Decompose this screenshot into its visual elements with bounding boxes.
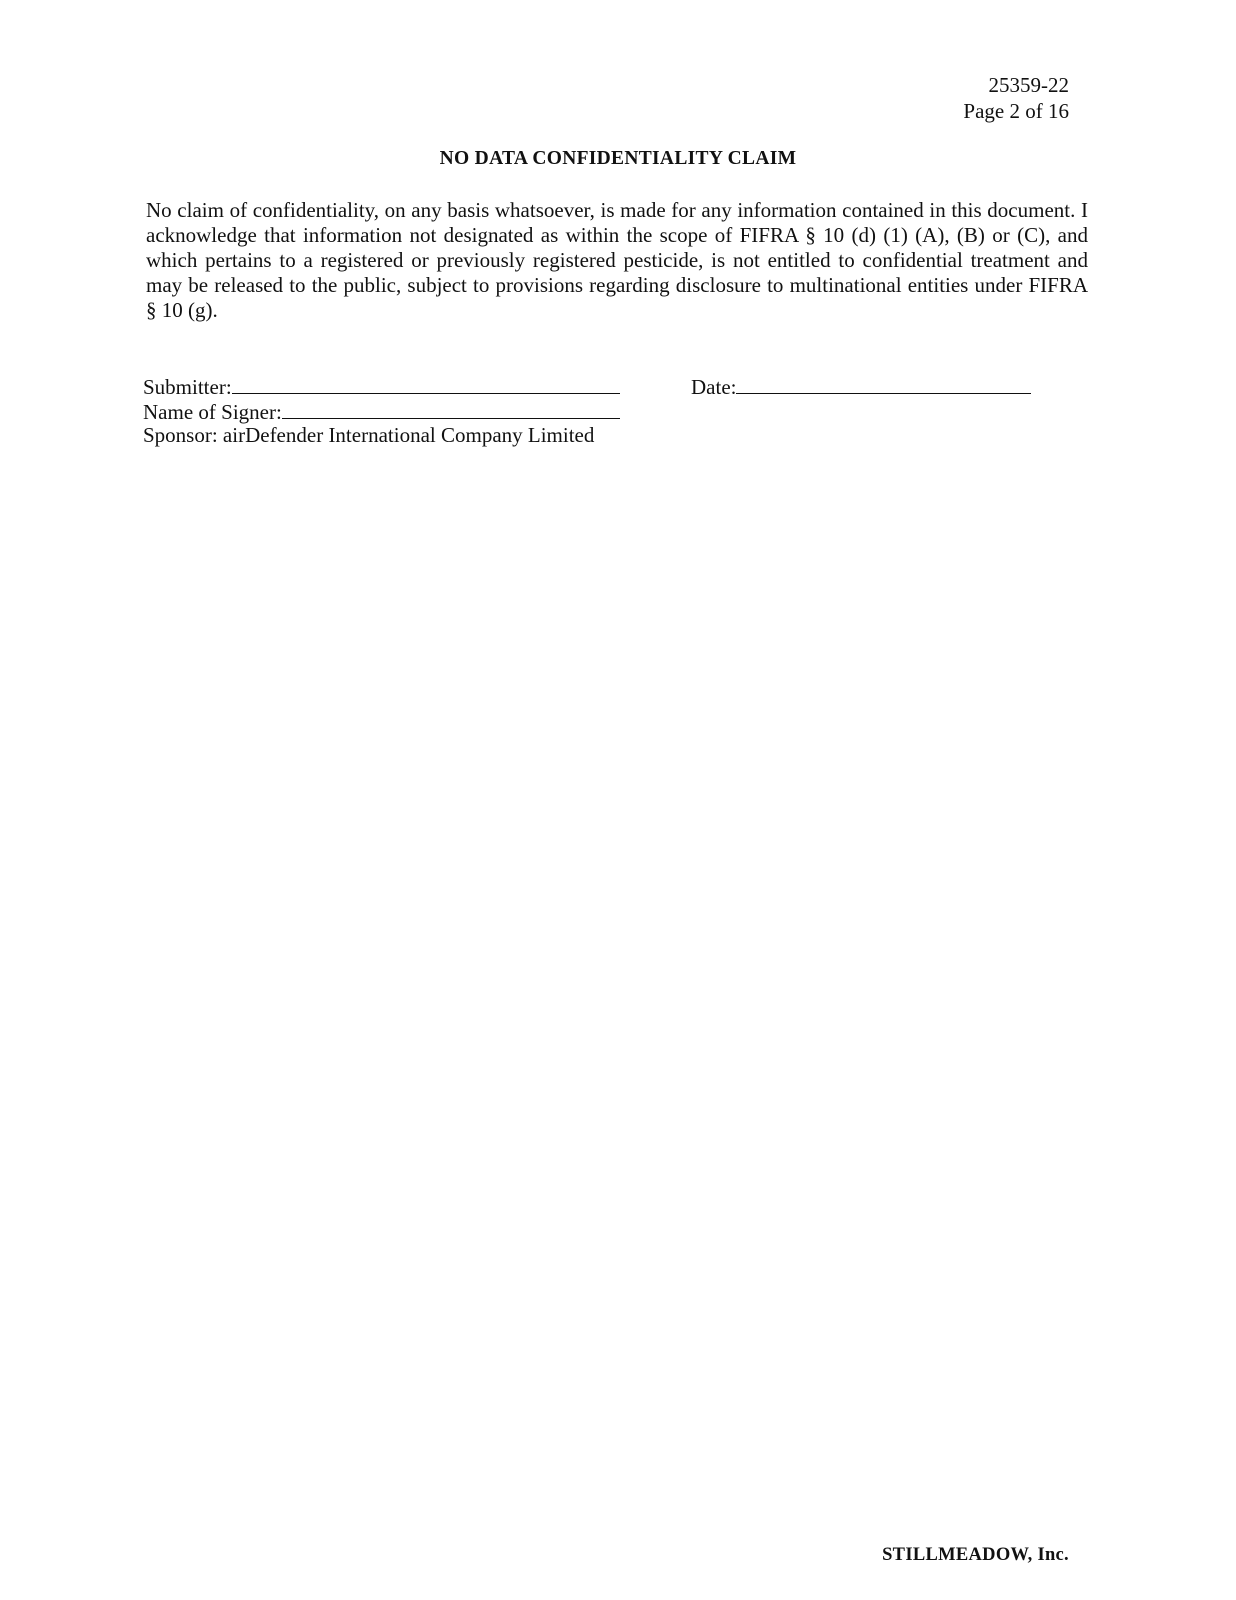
signer-label: Name of Signer: (143, 400, 282, 424)
signer-line (143, 398, 620, 425)
signer-name-blank (282, 398, 620, 419)
date-line (691, 373, 1031, 400)
sponsor-line: Sponsor: airDefender International Company Limited (143, 423, 595, 447)
submitter-label: Submitter: (143, 375, 232, 399)
date-blank (736, 373, 1031, 394)
submitter-line (143, 373, 620, 400)
submitter-signature-blank (232, 373, 620, 394)
footer-company: STILLMEADOW, Inc. (882, 1545, 1069, 1565)
date-label: Date: (691, 375, 737, 399)
page-header (963, 72, 1069, 124)
report-number: 25359-22 (988, 73, 1069, 97)
page-title: NO DATA CONFIDENTIALITY CLAIM (439, 148, 797, 169)
page-number: Page 2 of 16 (963, 99, 1069, 123)
confidentiality-statement: No claim of confidentiality, on any basis whatsoever, is made for any information contained in this document. I acknowledge that information not designated as within the scope of FIFRA § 10 (d) (1) (A), (B) or (C), and which pertains to a registered or previously registered pesticide, is not entitled to confidential treatment and may be released to the public, subject to provisions regarding disclosure to multinational entities under FIFRA § 10 (g). (146, 198, 1088, 322)
